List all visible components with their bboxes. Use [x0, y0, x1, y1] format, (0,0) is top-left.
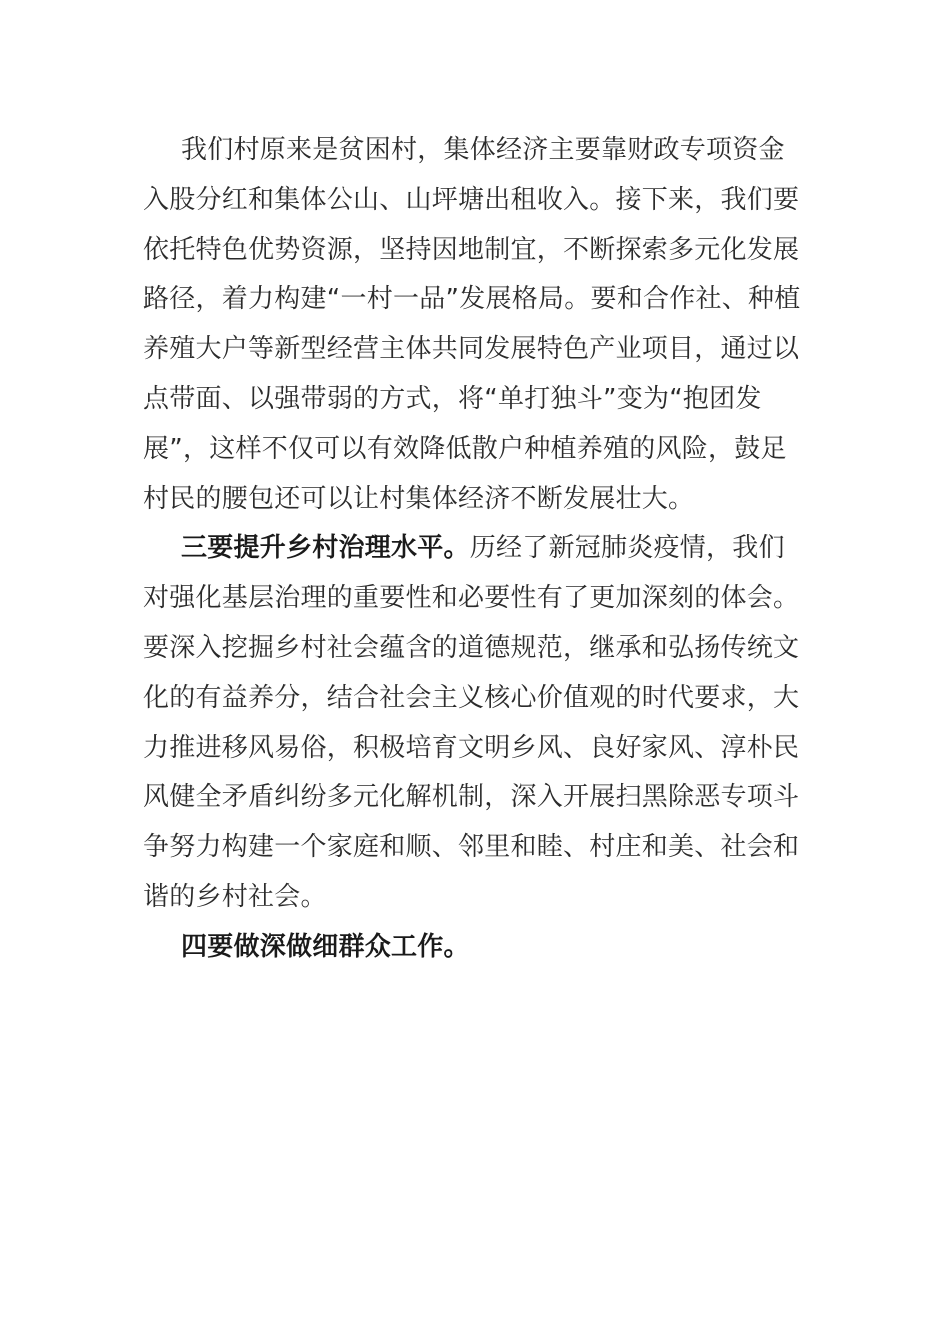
section-heading: 四要做深做细群众工作。 — [181, 931, 470, 962]
paragraph-mass-work — [143, 923, 808, 973]
paragraph-text: 历经了新冠肺炎疫情，我们对强化基层治理的重要性和必要性有了更加深刻的体会。要深入挖掘乡村社会蕴含的道德规范，继承和弘扬传统文化的有益养分，结合社会主义核心价值观的时代要求，大力推进移风易俗，积极培育文明乡风、良好家风、淳朴民风健全矛盾纠纷多元化解机制，深入开展扫黑除恶专项斗争努力构建一个家庭和顺、邻里和睦、村庄和美、社会和谐的乡村社会。 — [143, 533, 800, 912]
document-page — [143, 126, 808, 973]
paragraph-rural-governance — [143, 524, 808, 922]
section-heading: 三要提升乡村治理水平。 — [181, 533, 470, 564]
paragraph-text: 我们村原来是贫困村，集体经济主要靠财政专项资金入股分红和集体公山、山坪塘出租收入。接下来，我们要依托特色优势资源，坚持因地制宜，不断探索多元化发展路径，着力构建“一村一品”发展格局。要和合作社、种植养殖大户等新型经营主体共同发展特色产业项目，通过以点带面、以强带弱的方式，将“单打独斗”变为“抱团发展”，这样不仅可以有效降低散户种植养殖的风险，鼓足村民的腰包还可以让村集体经济不断发展壮大。 — [143, 135, 801, 514]
paragraph-collective-economy — [143, 126, 808, 524]
